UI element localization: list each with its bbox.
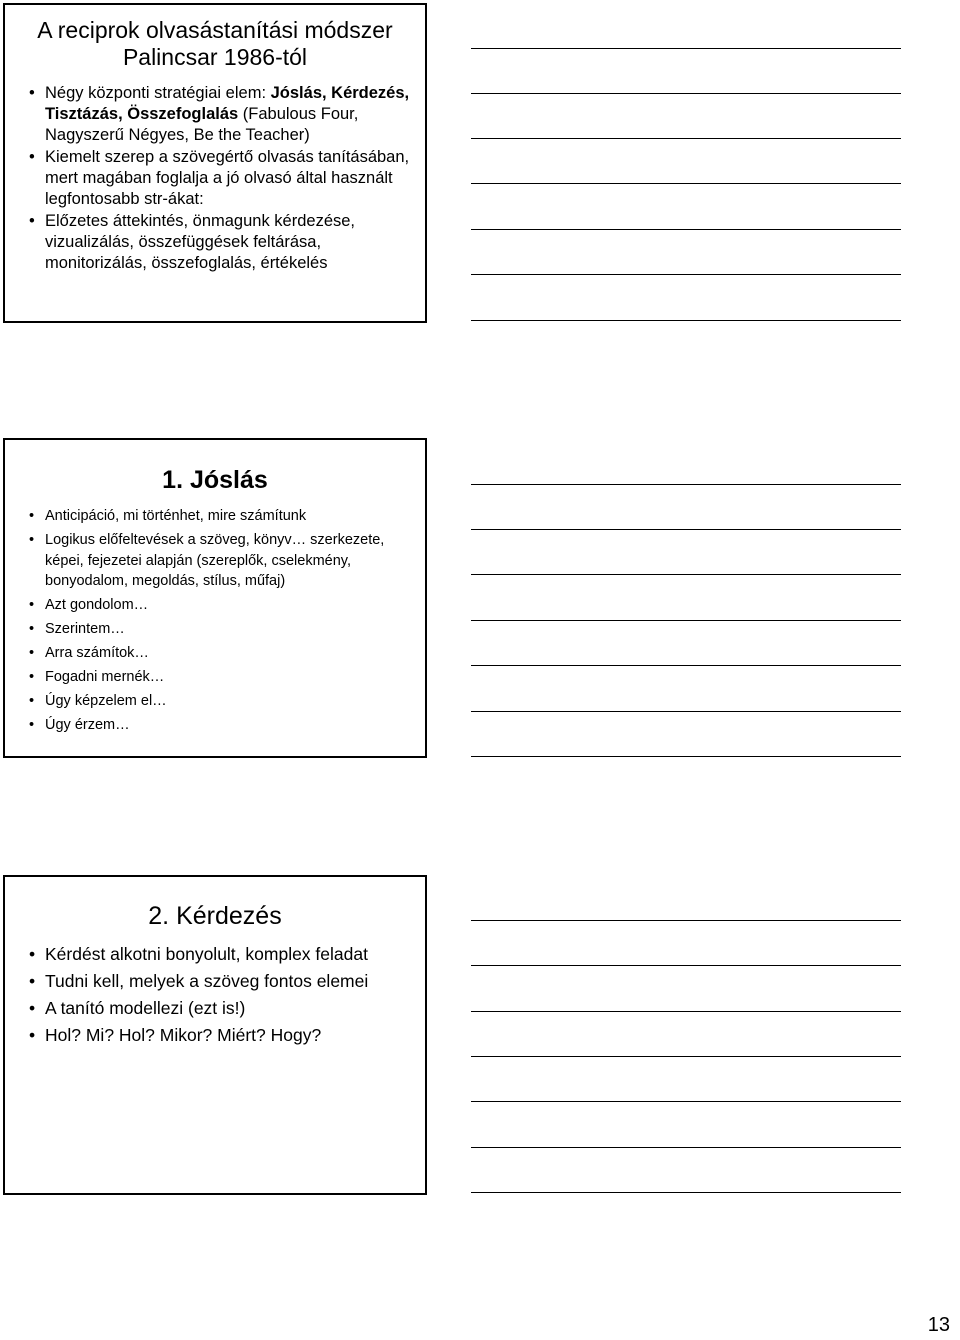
note-line bbox=[471, 274, 901, 275]
bullet-icon: • bbox=[29, 1025, 36, 1045]
list-item-text: Anticipáció, mi történhet, mire számítunk bbox=[45, 508, 307, 524]
list-item-text: Hol? Mi? Hol? Mikor? Miért? Hogy? bbox=[45, 1025, 322, 1045]
note-line bbox=[471, 529, 901, 530]
slide-1 bbox=[3, 3, 427, 323]
list-item-text: Logikus előfeltevések a szöveg, könyv… szerkezete, képei, fejezetei alapján (szereplők, cselekmény, bonyodalom, megoldás, stílus, műfaj) bbox=[45, 532, 385, 589]
list-item-text-suffix: (Fabulous Four, Nagyszerű Négyes, Be the Teacher) bbox=[45, 105, 359, 144]
note-line bbox=[471, 1101, 901, 1102]
bullet-icon: • bbox=[29, 998, 36, 1018]
list-item-text: Kiemelt szerep a szövegértő olvasás tanításában, mert magában foglalja a jó olvasó által használt legfontosabb str-ákat: bbox=[45, 148, 410, 208]
list-item-text: Tudni kell, melyek a szöveg fontos elemei bbox=[45, 971, 369, 991]
list-item bbox=[5, 595, 425, 616]
note-line bbox=[471, 574, 901, 575]
note-line bbox=[471, 1056, 901, 1057]
list-item bbox=[5, 530, 425, 592]
bullet-icon: • bbox=[29, 669, 35, 685]
note-line bbox=[471, 138, 901, 139]
bullet-icon: • bbox=[29, 148, 35, 166]
list-item bbox=[5, 83, 425, 146]
bullet-icon: • bbox=[29, 645, 35, 661]
bullet-icon: • bbox=[29, 693, 35, 709]
bullet-icon: • bbox=[29, 597, 35, 613]
list-item-bold-text: Jóslás, Kérdezés, Tisztázás, Összefoglalás bbox=[45, 84, 410, 123]
slide-title-line2: Palincsar 1986-tól bbox=[122, 44, 308, 70]
list-item-text: Négy központi stratégiai elem: bbox=[45, 84, 271, 102]
bullet-list bbox=[5, 506, 425, 736]
list-item bbox=[5, 691, 425, 712]
slide-title: 2. Kérdezés bbox=[148, 902, 282, 930]
bullet-icon: • bbox=[29, 717, 35, 733]
note-line bbox=[471, 620, 901, 621]
list-item bbox=[5, 667, 425, 688]
bullet-icon: • bbox=[29, 944, 36, 964]
note-line bbox=[471, 756, 901, 757]
list-item bbox=[5, 211, 425, 274]
list-item-text: Kérdést alkotni bonyolult, komplex feladat bbox=[45, 944, 368, 964]
bullet-icon: • bbox=[29, 621, 35, 637]
list-item bbox=[5, 643, 425, 664]
list-item-text: Úgy képzelem el… bbox=[45, 693, 167, 709]
bullet-icon: • bbox=[29, 508, 35, 524]
list-item bbox=[5, 997, 425, 1019]
note-line bbox=[471, 93, 901, 94]
list-item-text: Fogadni mernék… bbox=[45, 669, 165, 685]
note-line bbox=[471, 1011, 901, 1012]
slide-title-line1: A reciprok olvasástanítási módszer bbox=[37, 17, 393, 43]
note-line bbox=[471, 320, 901, 321]
list-item-text: Úgy érzem… bbox=[45, 717, 130, 733]
note-line bbox=[471, 1192, 901, 1193]
note-line bbox=[471, 1147, 901, 1148]
list-item bbox=[5, 943, 425, 965]
note-line bbox=[471, 183, 901, 184]
list-item bbox=[5, 619, 425, 640]
note-line bbox=[471, 711, 901, 712]
note-line bbox=[471, 920, 901, 921]
list-item-text: Előzetes áttekintés, önmagunk kérdezése, vizualizálás, összefüggések feltárása, monitorizálás, összefoglalás, értékelés bbox=[45, 212, 356, 272]
bullet-icon: • bbox=[29, 212, 35, 230]
bullet-list bbox=[5, 83, 425, 274]
note-line bbox=[471, 665, 901, 666]
list-item-text: Arra számítok… bbox=[45, 645, 149, 661]
note-line bbox=[471, 965, 901, 966]
bullet-icon: • bbox=[29, 84, 35, 102]
note-line bbox=[471, 48, 901, 49]
list-item-text: Szerintem… bbox=[45, 621, 125, 637]
bullet-list bbox=[5, 943, 425, 1046]
list-item-text: Azt gondolom… bbox=[45, 597, 149, 613]
slide-3 bbox=[3, 875, 427, 1195]
list-item-text: A tanító modellezi (ezt is!) bbox=[45, 998, 246, 1018]
list-item bbox=[5, 147, 425, 210]
slide-2 bbox=[3, 438, 427, 758]
slide-title: 1. Jóslás bbox=[162, 466, 268, 494]
list-item bbox=[5, 970, 425, 992]
list-item bbox=[5, 506, 425, 527]
slide-title bbox=[5, 5, 425, 71]
note-line bbox=[471, 484, 901, 485]
list-item bbox=[5, 1024, 425, 1046]
list-item bbox=[5, 715, 425, 736]
page-number: 13 bbox=[927, 1314, 950, 1336]
bullet-icon: • bbox=[29, 971, 36, 991]
note-line bbox=[471, 229, 901, 230]
bullet-icon: • bbox=[29, 532, 35, 548]
